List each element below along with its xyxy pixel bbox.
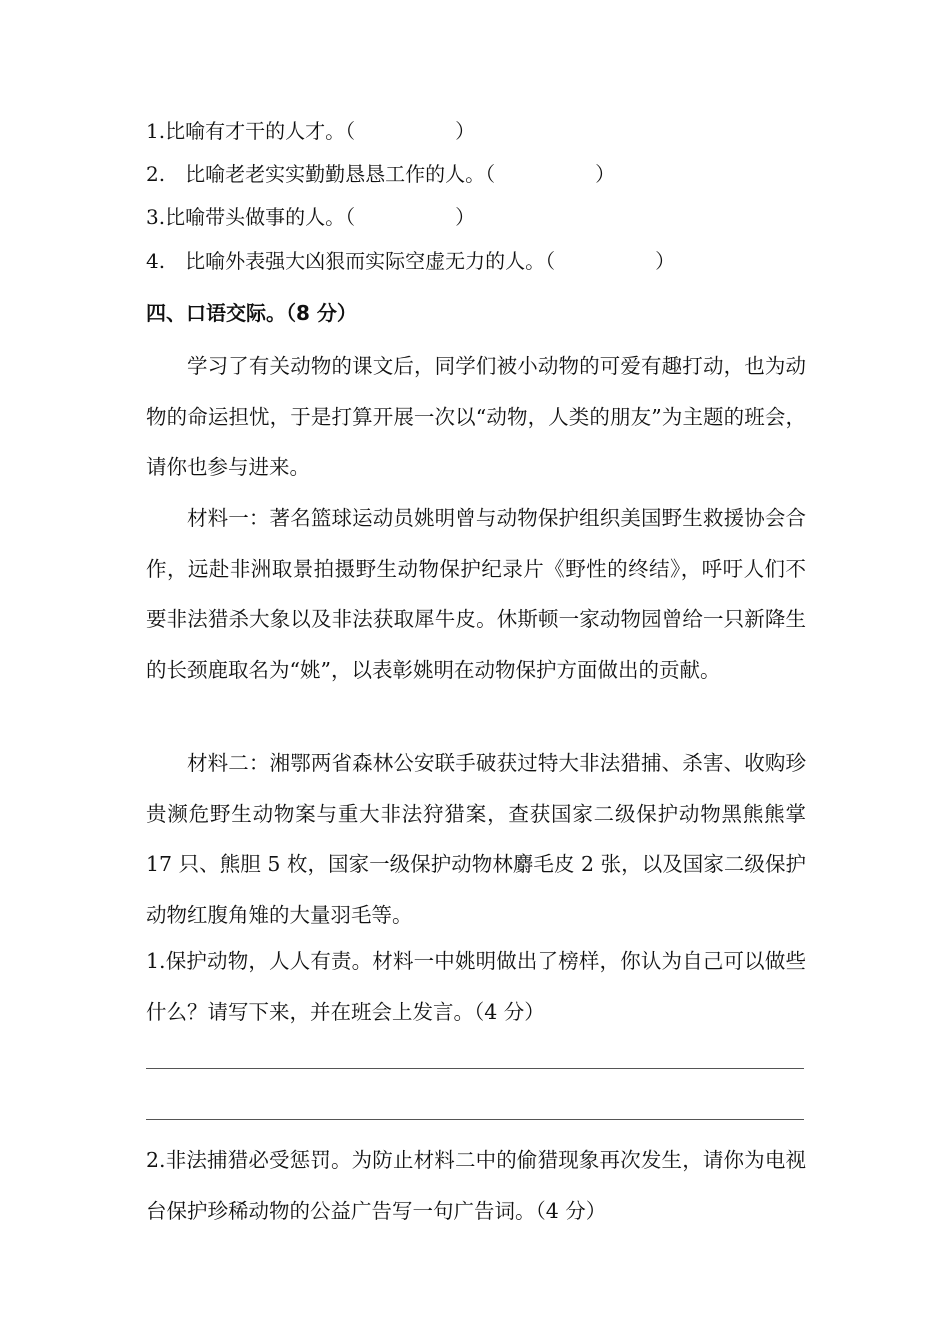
material-two-paragraph: 材料二：湘鄂两省森林公安联手破获过特大非法猎捕、杀害、收购珍贵濒危野生动物案与重大非法狩猎案，查获国家二级保护动物黑熊熊掌 17 只、熊胆 5 枚，国家一级保护动物林麝毛皮 2 张，以及国家二级保护动物红腹角雉的大量羽毛等。 (146, 751, 806, 927)
meaning-item-4: 4. 比喻外表强大凶狠而实际空虚无力的人。（ ） (146, 249, 676, 273)
answer-line-1[interactable] (146, 1068, 804, 1069)
intro-paragraph: 学习了有关动物的课文后，同学们被小动物的可爱有趣打动，也为动物的命运担忧，于是打算开展一次以“动物，人类的朋友”为主题的班会，请你也参与进来。 (146, 354, 806, 479)
question-one: 1.保护动物，人人有责。材料一中姚明做出了榜样，你认为自己可以做些什么？请写下来，并在班会上发言。（4 分） (146, 949, 806, 1024)
meaning-item-2: 2. 比喻老老实实勤勤恳恳工作的人。（ ） (146, 162, 616, 186)
material-one-paragraph: 材料一：著名篮球运动员姚明曾与动物保护组织美国野生救援协会合作，远赴非洲取景拍摄野生动物保护纪录片《野性的终结》，呼吁人们不要非法猎杀大象以及非法获取犀牛皮。休斯顿一家动物园曾给一只新降生的长颈鹿取名为“姚”，以表彰姚明在动物保护方面做出的贡献。 (146, 506, 806, 682)
answer-line-2[interactable] (146, 1119, 804, 1120)
meaning-item-3: 3.比喻带头做事的人。（ ） (146, 205, 476, 229)
section-heading: 四、口语交际。（8 分） (146, 301, 357, 325)
meaning-item-1: 1.比喻有才干的人才。（ ） (146, 119, 476, 143)
question-two: 2.非法捕猎必受惩罚。为防止材料二中的偷猎现象再次发生，请你为电视台保护珍稀动物的公益广告写一句广告词。（4 分） (146, 1148, 806, 1223)
